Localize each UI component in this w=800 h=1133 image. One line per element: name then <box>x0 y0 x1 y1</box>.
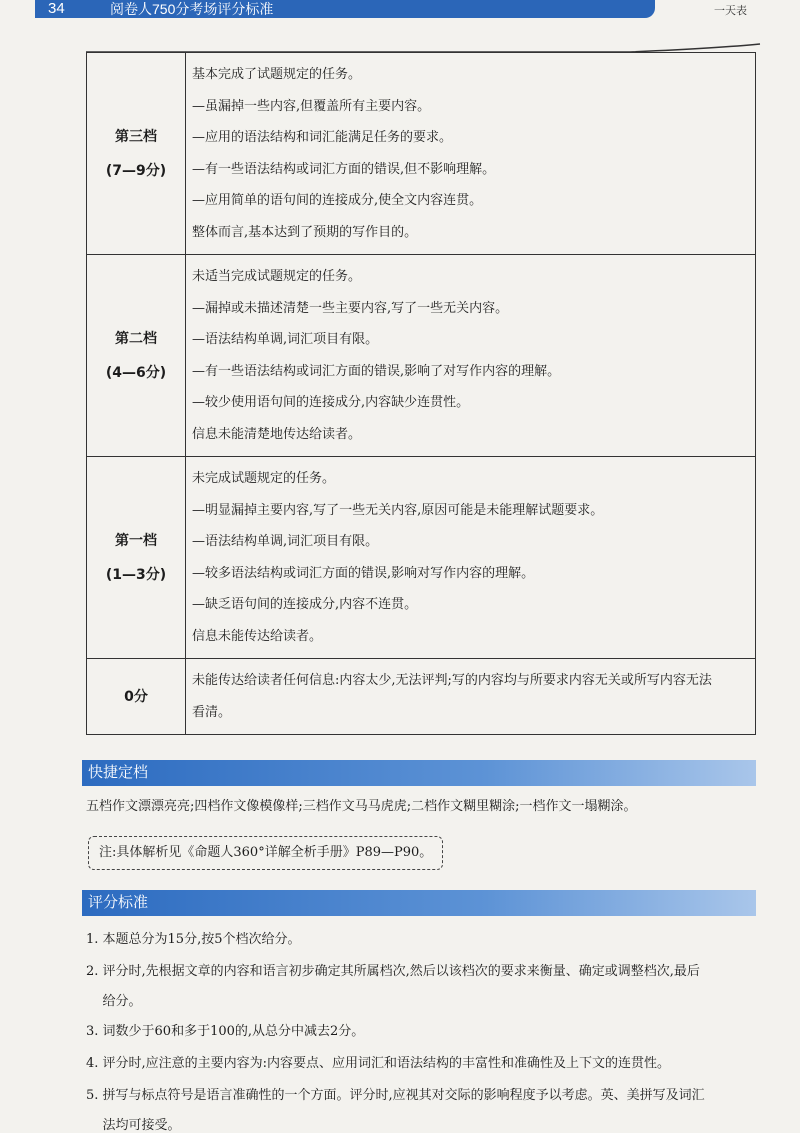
grade-description-line: —较少使用语句间的连接成分,内容缺少连贯性。 <box>192 395 470 410</box>
grade-level: 第二档 <box>115 330 157 347</box>
grade-row <box>87 53 756 255</box>
grade-description-cell <box>186 659 756 735</box>
grade-description-cell <box>186 457 756 659</box>
grade-level-cell <box>87 255 186 457</box>
quick-text: 五档作文漂漂亮亮;四档作文像模像样;三档作文马马虎虎;二档作文糊里糊涂;一档作文一塌糊涂。 <box>86 799 637 814</box>
criteria-item: 5. 拼写与标点符号是语言准确性的一个方面。评分时,应视其对交际的影响程度予以考虑。英、美拼写及词汇 <box>86 1088 705 1103</box>
grade-description-line: —有一些语法结构或词汇方面的错误,影响了对写作内容的理解。 <box>192 363 561 379</box>
grade-level: 第三档 <box>115 128 157 145</box>
grade-table <box>86 52 756 735</box>
grade-row <box>87 457 756 659</box>
criteria-item: 法均可接受。 <box>86 1118 181 1133</box>
quick-heading: 快捷定档 <box>82 760 756 786</box>
grade-description-line: —语法结构单调,词汇项目有限。 <box>192 534 379 549</box>
grade-description-line: —明显漏掉主要内容,写了一些无关内容,原因可能是未能理解试题要求。 <box>192 502 604 518</box>
grade-description-line: —有一些语法结构或词汇方面的错误,但不影响理解。 <box>192 161 496 177</box>
grade-description-line: —语法结构单调,词汇项目有限。 <box>192 332 379 347</box>
grade-description-line: —应用简单的语句间的连接成分,使全文内容连贯。 <box>192 193 483 208</box>
grade-row <box>87 255 756 457</box>
grade-range: (4—6分) <box>105 364 167 381</box>
criteria-item: 3. 词数少于60和多于100的,从总分中减去2分。 <box>86 1024 365 1039</box>
grade-range: (7—9分) <box>105 162 167 179</box>
grade-level-cell <box>87 457 186 659</box>
criteria-item: 给分。 <box>86 994 142 1009</box>
grade-description-line: 整体而言,基本达到了预期的写作目的。 <box>192 224 418 240</box>
grade-description-line: 看清。 <box>192 704 232 720</box>
page-number: 34 <box>48 0 65 17</box>
criteria-item: 2. 评分时,先根据文章的内容和语言初步确定其所属档次,然后以该档次的要求来衡量、确定或调整档次,最后 <box>86 964 700 979</box>
grade-description-line: 基本完成了试题规定的任务。 <box>192 67 362 82</box>
grade-description-line: 未能传达给读者任何信息:内容太少,无法评判;写的内容均与所要求内容无关或所写内容无法 <box>192 673 712 688</box>
grade-level-cell <box>87 53 186 255</box>
grade-description-line: —漏掉或未描述清楚一些主要内容,写了一些无关内容。 <box>192 300 509 316</box>
grade-description-line: —缺乏语句间的连接成分,内容不连贯。 <box>192 597 418 612</box>
grade-description-line: 未适当完成试题规定的任务。 <box>192 269 362 284</box>
grade-description-cell <box>186 53 756 255</box>
grade-level-cell <box>87 659 186 735</box>
grade-description-cell <box>186 255 756 457</box>
grade-range: (1—3分) <box>105 566 167 583</box>
grade-description-line: 未完成试题规定的任务。 <box>192 471 336 486</box>
criteria-item: 1. 本题总分为15分,按5个档次给分。 <box>86 932 301 947</box>
grade-description-line: —应用的语法结构和词汇能满足任务的要求。 <box>192 130 453 145</box>
criteria-heading: 评分标准 <box>82 890 756 916</box>
grade-description-line: 信息未能传达给读者。 <box>192 628 323 644</box>
grade-description-line: —较多语法结构或词汇方面的错误,影响对写作内容的理解。 <box>192 565 535 581</box>
header-title: 阅卷人750分考场评分标准 <box>110 1 274 17</box>
criteria-item: 4. 评分时,应注意的主要内容为:内容要点、应用词汇和语法结构的丰富性和准确性及上下文的连贯性。 <box>86 1056 671 1071</box>
header-curve <box>0 0 800 60</box>
grade-description-line: 信息未能清楚地传达给读者。 <box>192 426 362 442</box>
grade-description-line: —虽漏掉一些内容,但覆盖所有主要内容。 <box>192 98 431 114</box>
grade-level: 0分 <box>124 688 148 705</box>
grade-level: 第一档 <box>115 532 157 549</box>
grade-row <box>87 659 756 735</box>
reference-note: 注:具体解析见《命题人360°详解全析手册》P89—P90。 <box>88 836 443 870</box>
header-right-text: 一天表 <box>714 4 747 17</box>
